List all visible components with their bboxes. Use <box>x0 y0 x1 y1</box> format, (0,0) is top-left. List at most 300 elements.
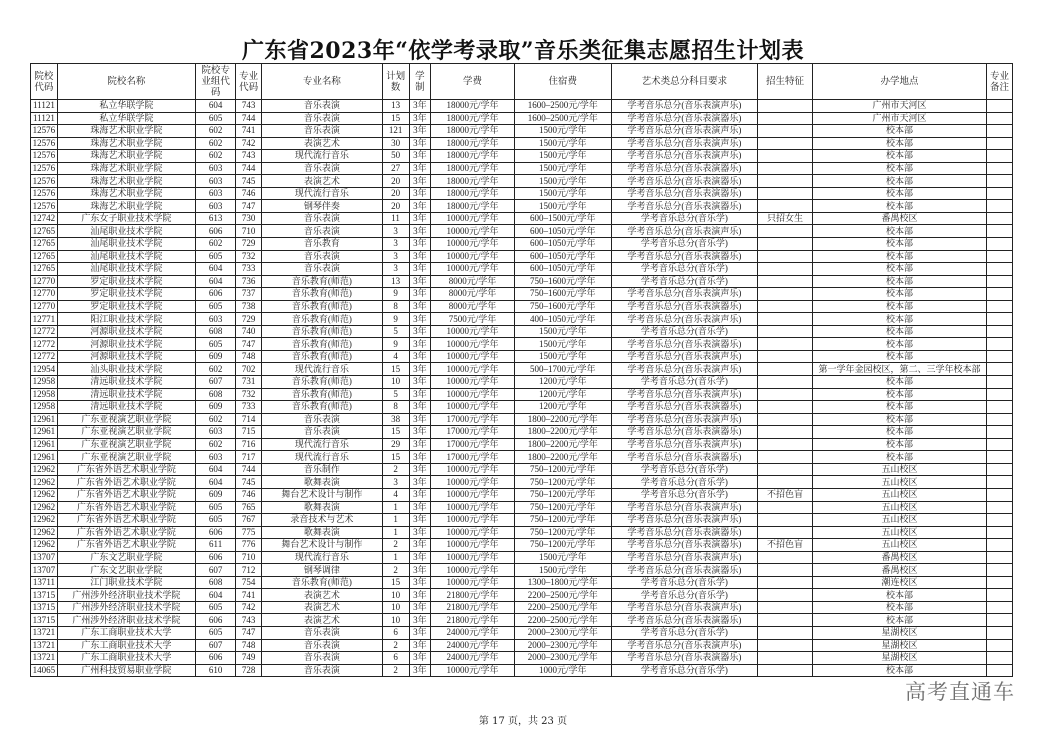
table-cell: 2 <box>382 664 409 677</box>
table-cell: 9 <box>382 338 409 351</box>
column-header: 办学地点 <box>812 64 986 100</box>
table-row <box>31 150 1013 163</box>
table-cell: 歌舞表演 <box>262 501 383 514</box>
table-cell: 15 <box>382 426 409 439</box>
table-cell: 605 <box>196 514 236 527</box>
table-cell: 校本部 <box>812 438 986 451</box>
table-cell: 747 <box>236 626 262 639</box>
table-cell: 602 <box>196 125 236 138</box>
column-header: 专业名称 <box>262 64 383 100</box>
table-cell: 3年 <box>409 150 431 163</box>
column-header: 院校名称 <box>57 64 195 100</box>
table-row <box>31 212 1013 225</box>
table-cell: 3年 <box>409 100 431 113</box>
table-cell <box>758 175 813 188</box>
table-cell: 罗定职业技术学院 <box>57 288 195 301</box>
table-cell: 广东工商职业技术大学 <box>57 652 195 665</box>
table-cell: 2200–2500元/学年 <box>514 589 611 602</box>
table-cell: 3年 <box>409 363 431 376</box>
table-cell: 12961 <box>31 426 58 439</box>
table-cell <box>758 363 813 376</box>
table-cell <box>758 112 813 125</box>
table-cell: 606 <box>196 551 236 564</box>
table-cell <box>758 200 813 213</box>
table-cell: 广东亚视演艺职业学院 <box>57 451 195 464</box>
table-cell: 603 <box>196 426 236 439</box>
table-cell: 1500元/学年 <box>514 564 611 577</box>
table-cell: 校本部 <box>812 125 986 138</box>
table-cell: 603 <box>196 187 236 200</box>
table-cell: 12576 <box>31 162 58 175</box>
table-cell: 学考音乐总分(音乐学) <box>611 626 757 639</box>
table-cell: 12765 <box>31 238 58 251</box>
table-cell: 1600–2500元/学年 <box>514 100 611 113</box>
table-cell: 10000元/学年 <box>431 250 515 263</box>
table-cell: 学考音乐总分(音乐表演器乐) <box>611 338 757 351</box>
table-cell: 12576 <box>31 125 58 138</box>
table-cell: 3年 <box>409 401 431 414</box>
table-cell: 12765 <box>31 263 58 276</box>
table-cell: 702 <box>236 363 262 376</box>
table-cell: 五山校区 <box>812 501 986 514</box>
table-cell: 3年 <box>409 388 431 401</box>
table-cell: 学考音乐总分(音乐表演器乐) <box>611 539 757 552</box>
table-cell: 12770 <box>31 300 58 313</box>
table-cell <box>987 438 1013 451</box>
table-cell: 五山校区 <box>812 463 986 476</box>
table-cell: 20 <box>382 200 409 213</box>
table-cell: 1200元/学年 <box>514 401 611 414</box>
table-cell: 776 <box>236 539 262 552</box>
table-cell: 12772 <box>31 338 58 351</box>
table-cell: 1 <box>382 526 409 539</box>
table-cell <box>758 639 813 652</box>
table-row <box>31 476 1013 489</box>
table-row <box>31 325 1013 338</box>
table-cell: 3年 <box>409 238 431 251</box>
table-cell: 音乐表演 <box>262 162 383 175</box>
table-cell: 10000元/学年 <box>431 338 515 351</box>
column-header: 院校专 业组代 码 <box>196 64 236 100</box>
table-cell <box>758 501 813 514</box>
table-cell: 30 <box>382 137 409 150</box>
table-cell: 743 <box>236 614 262 627</box>
table-cell <box>987 514 1013 527</box>
table-cell <box>987 212 1013 225</box>
table-cell: 音乐教育(师范) <box>262 275 383 288</box>
table-cell <box>987 652 1013 665</box>
table-cell <box>987 451 1013 464</box>
table-row <box>31 187 1013 200</box>
table-cell: 学考音乐总分(音乐表演声乐) <box>611 225 757 238</box>
table-cell: 12742 <box>31 212 58 225</box>
table-cell: 1500元/学年 <box>514 175 611 188</box>
table-row <box>31 601 1013 614</box>
table-cell: 10000元/学年 <box>431 388 515 401</box>
table-cell: 10000元/学年 <box>431 325 515 338</box>
table-cell: 3 <box>382 476 409 489</box>
table-cell: 606 <box>196 652 236 665</box>
table-cell: 珠海艺术职业学院 <box>57 175 195 188</box>
table-cell: 校本部 <box>812 137 986 150</box>
table-cell: 603 <box>196 200 236 213</box>
table-cell: 音乐表演 <box>262 652 383 665</box>
table-cell: 767 <box>236 514 262 527</box>
table-cell: 河源职业技术学院 <box>57 350 195 363</box>
table-cell: 校本部 <box>812 589 986 602</box>
table-cell <box>987 250 1013 263</box>
table-cell: 珠海艺术职业学院 <box>57 125 195 138</box>
table-cell: 747 <box>236 338 262 351</box>
table-cell: 13715 <box>31 589 58 602</box>
table-cell: 710 <box>236 225 262 238</box>
table-cell: 广东省外语艺术职业学院 <box>57 501 195 514</box>
table-cell: 13707 <box>31 564 58 577</box>
table-cell: 602 <box>196 137 236 150</box>
table-cell: 606 <box>196 614 236 627</box>
table-cell: 608 <box>196 325 236 338</box>
table-cell: 表演艺术 <box>262 175 383 188</box>
table-cell: 729 <box>236 238 262 251</box>
table-cell: 广东省外语艺术职业学院 <box>57 514 195 527</box>
table-cell: 音乐表演 <box>262 212 383 225</box>
table-cell <box>758 526 813 539</box>
table-cell: 12958 <box>31 401 58 414</box>
table-cell: 121 <box>382 125 409 138</box>
table-row <box>31 388 1013 401</box>
table-cell: 学考音乐总分(音乐表演声乐) <box>611 639 757 652</box>
table-cell: 3年 <box>409 125 431 138</box>
table-cell: 717 <box>236 451 262 464</box>
table-cell: 音乐教育(师范) <box>262 325 383 338</box>
table-cell: 608 <box>196 388 236 401</box>
table-cell: 12962 <box>31 526 58 539</box>
table-cell: 罗定职业技术学院 <box>57 275 195 288</box>
table-cell: 3年 <box>409 601 431 614</box>
table-cell: 18000元/学年 <box>431 100 515 113</box>
column-header: 院校 代码 <box>31 64 58 100</box>
table-cell: 748 <box>236 350 262 363</box>
table-cell: 星湖校区 <box>812 639 986 652</box>
table-cell: 748 <box>236 639 262 652</box>
table-cell: 广州科技贸易职业学院 <box>57 664 195 677</box>
table-cell: 1 <box>382 551 409 564</box>
table-cell: 1 <box>382 501 409 514</box>
table-cell: 汕尾职业技术学院 <box>57 250 195 263</box>
table-cell: 3年 <box>409 639 431 652</box>
table-cell: 750–1200元/学年 <box>514 539 611 552</box>
table-cell <box>987 275 1013 288</box>
table-cell: 校本部 <box>812 426 986 439</box>
table-cell: 音乐表演 <box>262 426 383 439</box>
table-cell: 17000元/学年 <box>431 426 515 439</box>
table-cell: 15 <box>382 451 409 464</box>
table-cell: 3年 <box>409 187 431 200</box>
table-cell: 12962 <box>31 539 58 552</box>
table-cell <box>987 137 1013 150</box>
table-cell: 钢琴伴奏 <box>262 200 383 213</box>
table-cell: 3年 <box>409 564 431 577</box>
table-cell: 10000元/学年 <box>431 514 515 527</box>
table-cell <box>758 476 813 489</box>
table-cell: 学考音乐总分(音乐表演声乐) <box>611 551 757 564</box>
table-cell <box>758 263 813 276</box>
table-cell <box>758 426 813 439</box>
table-cell: 音乐表演 <box>262 664 383 677</box>
table-cell: 学考音乐总分(音乐学) <box>611 476 757 489</box>
table-cell: 学考音乐总分(音乐表演器乐) <box>611 564 757 577</box>
table-cell: 3年 <box>409 376 431 389</box>
table-cell: 1200元/学年 <box>514 388 611 401</box>
table-cell: 12576 <box>31 150 58 163</box>
table-cell: 私立华联学院 <box>57 112 195 125</box>
table-cell: 2000–2300元/学年 <box>514 652 611 665</box>
table-cell: 3年 <box>409 212 431 225</box>
table-cell: 12958 <box>31 388 58 401</box>
table-cell: 1500元/学年 <box>514 200 611 213</box>
table-cell <box>987 388 1013 401</box>
table-cell: 8000元/学年 <box>431 288 515 301</box>
table-cell: 604 <box>196 100 236 113</box>
table-cell: 2200–2500元/学年 <box>514 601 611 614</box>
table-cell: 600–1050元/学年 <box>514 263 611 276</box>
table-cell: 1800–2200元/学年 <box>514 438 611 451</box>
table-row <box>31 576 1013 589</box>
table-cell <box>758 564 813 577</box>
table-cell: 12958 <box>31 376 58 389</box>
table-cell: 钢琴调律 <box>262 564 383 577</box>
table-cell: 604 <box>196 589 236 602</box>
table-cell <box>987 564 1013 577</box>
table-header-row <box>31 64 1013 100</box>
table-cell: 汕尾职业技术学院 <box>57 225 195 238</box>
table-cell <box>758 187 813 200</box>
table-cell: 音乐教育(师范) <box>262 338 383 351</box>
table-cell: 3年 <box>409 589 431 602</box>
table-cell: 珠海艺术职业学院 <box>57 137 195 150</box>
table-cell: 10000元/学年 <box>431 576 515 589</box>
table-cell: 校本部 <box>812 175 986 188</box>
table-cell: 1800–2200元/学年 <box>514 426 611 439</box>
page-footer: 第 17 页，共 23 页 <box>478 716 568 727</box>
table-cell: 18000元/学年 <box>431 150 515 163</box>
table-cell: 五山校区 <box>812 514 986 527</box>
table-cell: 舞台艺术设计与制作 <box>262 488 383 501</box>
table-cell <box>987 539 1013 552</box>
table-cell: 3年 <box>409 526 431 539</box>
table-cell: 609 <box>196 401 236 414</box>
table-cell: 3年 <box>409 652 431 665</box>
table-cell: 15 <box>382 112 409 125</box>
table-cell: 750–1600元/学年 <box>514 300 611 313</box>
table-cell: 现代流行音乐 <box>262 551 383 564</box>
table-cell: 1500元/学年 <box>514 350 611 363</box>
table-cell: 11121 <box>31 100 58 113</box>
table-cell: 21800元/学年 <box>431 614 515 627</box>
table-cell: 13 <box>382 275 409 288</box>
table-cell: 10 <box>382 601 409 614</box>
table-cell: 10000元/学年 <box>431 501 515 514</box>
table-cell <box>987 413 1013 426</box>
table-cell: 学考音乐总分(音乐表演器乐) <box>611 112 757 125</box>
table-cell: 3年 <box>409 338 431 351</box>
table-row <box>31 125 1013 138</box>
table-cell: 10000元/学年 <box>431 376 515 389</box>
table-cell: 广东省外语艺术职业学院 <box>57 476 195 489</box>
table-cell: 6 <box>382 626 409 639</box>
table-cell: 学考音乐总分(音乐学) <box>611 263 757 276</box>
table-cell <box>987 238 1013 251</box>
table-cell: 学考音乐总分(音乐表演器乐) <box>611 652 757 665</box>
table-cell: 1300–1800元/学年 <box>514 576 611 589</box>
table-cell: 星湖校区 <box>812 652 986 665</box>
table-cell <box>987 225 1013 238</box>
column-header: 学费 <box>431 64 515 100</box>
table-body <box>31 100 1013 677</box>
table-cell: 730 <box>236 212 262 225</box>
table-cell: 学考音乐总分(音乐表演器乐) <box>611 526 757 539</box>
table-row <box>31 225 1013 238</box>
table-row <box>31 363 1013 376</box>
table-cell: 9 <box>382 288 409 301</box>
table-cell <box>987 401 1013 414</box>
table-cell: 750–1200元/学年 <box>514 488 611 501</box>
table-cell: 607 <box>196 376 236 389</box>
table-cell: 737 <box>236 288 262 301</box>
table-row <box>31 652 1013 665</box>
table-row <box>31 401 1013 414</box>
table-cell: 五山校区 <box>812 476 986 489</box>
table-cell: 2 <box>382 639 409 652</box>
table-cell: 10000元/学年 <box>431 526 515 539</box>
table-cell: 3年 <box>409 112 431 125</box>
table-row <box>31 100 1013 113</box>
table-cell: 12962 <box>31 488 58 501</box>
table-cell: 29 <box>382 438 409 451</box>
table-cell: 602 <box>196 238 236 251</box>
table-cell: 第一学年金园校区，第二、三学年校本部 <box>812 363 986 376</box>
table-cell: 12961 <box>31 413 58 426</box>
table-cell: 校本部 <box>812 451 986 464</box>
table-cell <box>987 288 1013 301</box>
table-cell: 12772 <box>31 325 58 338</box>
table-cell <box>758 338 813 351</box>
table-cell: 754 <box>236 576 262 589</box>
table-cell: 广东亚视演艺职业学院 <box>57 426 195 439</box>
table-cell: 学考音乐总分(音乐表演器乐) <box>611 162 757 175</box>
table-cell: 广州市天河区 <box>812 100 986 113</box>
table-cell: 学考音乐总分(音乐表演声乐) <box>611 363 757 376</box>
table-cell <box>987 325 1013 338</box>
table-cell: 13721 <box>31 626 58 639</box>
table-cell: 12576 <box>31 200 58 213</box>
table-cell: 27 <box>382 162 409 175</box>
table-row <box>31 426 1013 439</box>
table-cell: 广东文艺职业学院 <box>57 564 195 577</box>
table-cell: 歌舞表演 <box>262 476 383 489</box>
table-cell: 现代流行音乐 <box>262 363 383 376</box>
table-cell <box>987 338 1013 351</box>
table-cell: 12765 <box>31 225 58 238</box>
table-cell: 14065 <box>31 664 58 677</box>
table-cell: 750–1200元/学年 <box>514 476 611 489</box>
table-cell: 音乐教育 <box>262 238 383 251</box>
table-cell: 13721 <box>31 639 58 652</box>
table-cell: 13721 <box>31 652 58 665</box>
table-cell: 606 <box>196 526 236 539</box>
table-cell: 741 <box>236 589 262 602</box>
table-row <box>31 300 1013 313</box>
table-cell <box>758 614 813 627</box>
table-cell: 18000元/学年 <box>431 162 515 175</box>
table-cell <box>987 263 1013 276</box>
table-cell: 50 <box>382 150 409 163</box>
table-cell: 606 <box>196 225 236 238</box>
table-cell: 音乐表演 <box>262 626 383 639</box>
table-cell: 音乐教育(师范) <box>262 376 383 389</box>
table-cell: 3年 <box>409 325 431 338</box>
column-header: 计划 数 <box>382 64 409 100</box>
table-cell: 清远职业技术学院 <box>57 401 195 414</box>
table-cell: 20 <box>382 187 409 200</box>
table-cell: 731 <box>236 376 262 389</box>
table-cell: 现代流行音乐 <box>262 451 383 464</box>
table-row <box>31 288 1013 301</box>
table-cell: 606 <box>196 288 236 301</box>
table-cell: 1500元/学年 <box>514 137 611 150</box>
table-cell: 733 <box>236 263 262 276</box>
table-cell: 15 <box>382 576 409 589</box>
table-cell: 3年 <box>409 263 431 276</box>
table-cell <box>987 614 1013 627</box>
table-cell <box>987 501 1013 514</box>
table-row <box>31 263 1013 276</box>
table-cell <box>758 100 813 113</box>
table-cell: 1200元/学年 <box>514 376 611 389</box>
table-cell <box>758 576 813 589</box>
table-cell: 710 <box>236 551 262 564</box>
table-cell: 校本部 <box>812 250 986 263</box>
table-cell: 3年 <box>409 514 431 527</box>
table-cell: 珠海艺术职业学院 <box>57 162 195 175</box>
table-cell: 表演艺术 <box>262 614 383 627</box>
table-cell: 2 <box>382 564 409 577</box>
table-cell: 18000元/学年 <box>431 137 515 150</box>
table-cell: 12576 <box>31 187 58 200</box>
column-header: 专业 备注 <box>987 64 1013 100</box>
table-cell: 38 <box>382 413 409 426</box>
table-cell: 广东省外语艺术职业学院 <box>57 539 195 552</box>
table-cell: 10000元/学年 <box>431 238 515 251</box>
table-cell: 12770 <box>31 275 58 288</box>
table-cell <box>987 601 1013 614</box>
table-cell: 广州涉外经济职业技术学院 <box>57 589 195 602</box>
table-cell: 12962 <box>31 463 58 476</box>
table-cell: 校本部 <box>812 313 986 326</box>
table-cell: 609 <box>196 488 236 501</box>
table-cell: 学考音乐总分(音乐表演声乐) <box>611 388 757 401</box>
table-cell: 10000元/学年 <box>431 263 515 276</box>
column-header: 住宿费 <box>514 64 611 100</box>
table-cell: 校本部 <box>812 162 986 175</box>
table-row <box>31 501 1013 514</box>
table-cell: 珠海艺术职业学院 <box>57 150 195 163</box>
table-cell <box>987 476 1013 489</box>
table-cell <box>758 125 813 138</box>
table-cell: 学考音乐总分(音乐学) <box>611 463 757 476</box>
table-cell: 607 <box>196 564 236 577</box>
table-cell: 741 <box>236 125 262 138</box>
